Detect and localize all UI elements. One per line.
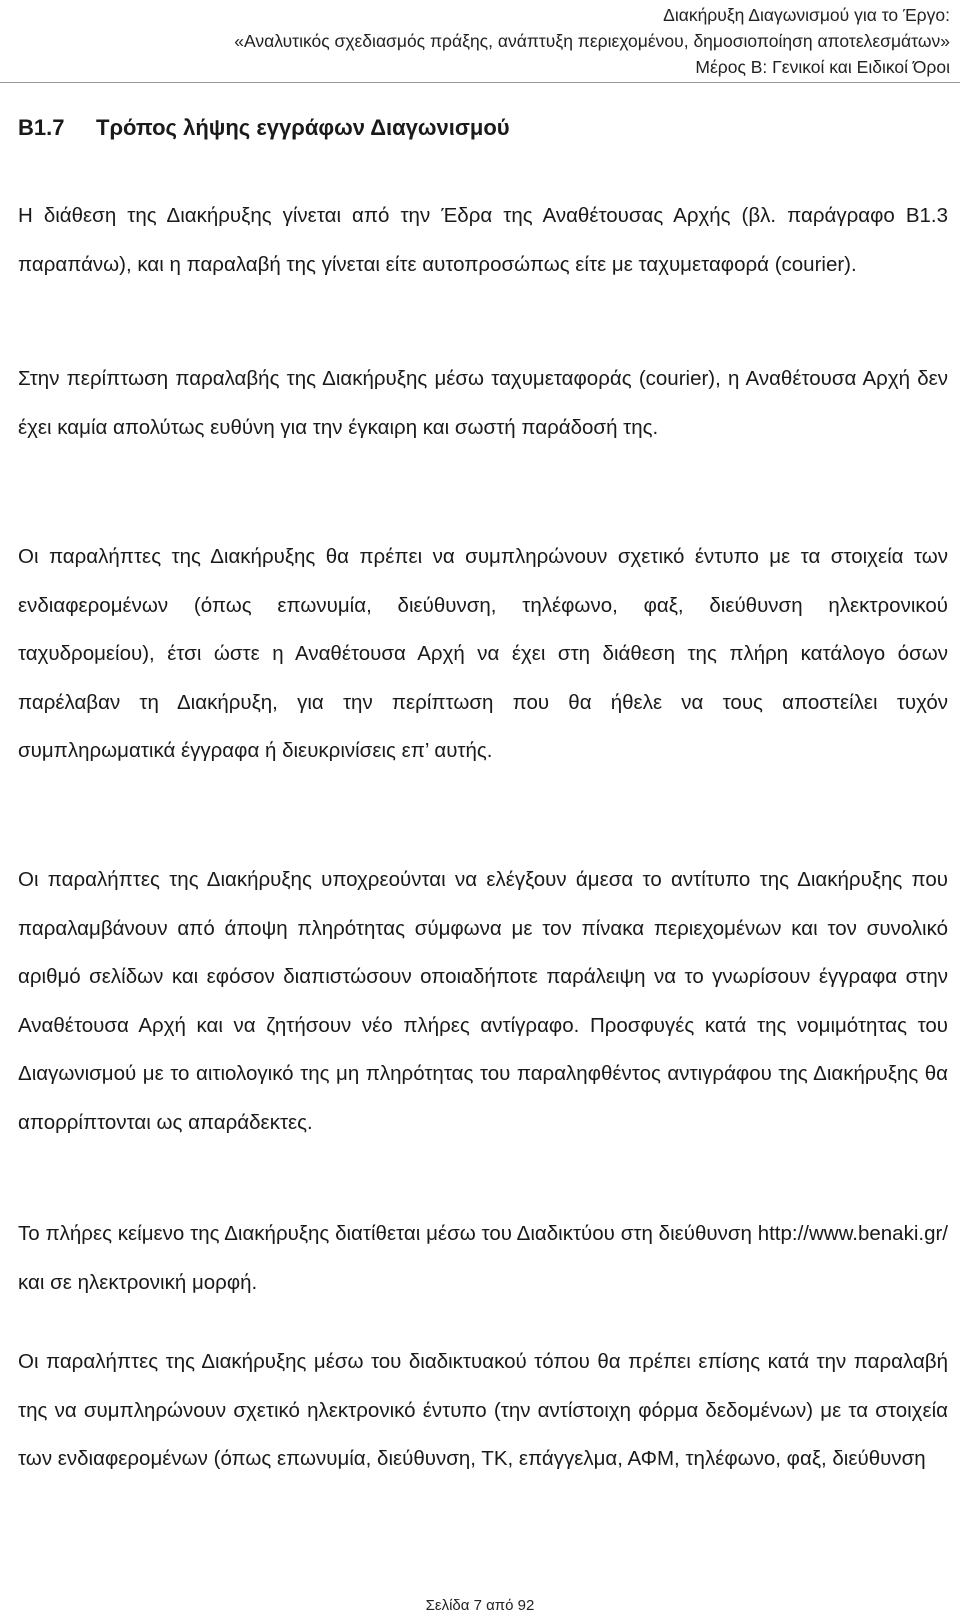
paragraph-online-recipients: Οι παραλήπτες της Διακήρυξης μέσω του διαδικτυακού τόπου θα πρέπει επίσης κατά την παραλαβή της να συμπληρώνουν σχετικό ηλεκτρονικό έντυπο (την αντίστοιχη φόρμα δεδομένων) με τα στοιχεία των ενδιαφερομένων (όπως επωνυμία, διεύθυνση, ΤΚ, επάγγελμα, ΑΦΜ, τηλέφωνο, φαξ, διεύθυνση [18,1350,948,1470]
header-divider [0,82,960,83]
paragraph-online-availability: Το πλήρες κείμενο της Διακήρυξης διατίθεται μέσω του Διαδικτύου στη διεύθυνση http://www.benaki.gr/ και σε ηλεκτρονική μορφή. [18,1222,948,1294]
paragraph-courier-liability: Στην περίπτωση παραλαβής της Διακήρυξης μέσω ταχυμεταφοράς (courier), η Αναθέτουσα Αρχή δεν έχει καμία απολύτως ευθύνη για την έγκαιρη και σωστή παράδοσή της. [18,367,948,439]
paragraph-recipient-form: Οι παραλήπτες της Διακήρυξης θα πρέπει να συμπληρώνουν σχετικό έντυπο με τα στοιχεία των ενδιαφερομένων (όπως επωνυμία, διεύθυνση, τηλέφωνο, φαξ, διεύθυνση ηλεκτρονικού ταχυδρομείου), έτσι ώστε η Αναθέτουσα Αρχή να έχει στη διάθεση της πλήρη κατάλογο όσων παρέλαβαν τη Διακήρυξη, για την περίπτωση που θα ήθελε να τους αποστείλει τυχόν συμπληρωματικά έγγραφα ή διευκρινίσεις επ’ αυτής. [18,545,948,762]
section-number: Β1.7 [18,115,65,140]
paragraph-completeness-check: Οι παραλήπτες της Διακήρυξης υποχρεούνται να ελέγξουν άμεσα το αντίτυπο της Διακήρυξης που παραλαμβάνουν από άποψη πληρότητας σύμφωνα με τον πίνακα περιεχομένων και τον συνολικό αριθμό σελίδων και εφόσον διαπιστώσουν οποιαδήποτε παράλειψη να το γνωρίσουν έγγραφα στην Αναθέτουσα Αρχή και να ζητήσουν νέο πλήρες αντίγραφο. Προσφυγές κατά της νομιμότητας του Διαγωνισμού με το αιτιολογικό της μη πληρότητας του παραληφθέντος αντιγράφου της Διακήρυξης θα απορρίπτονται ως απαράδεκτες. [18,868,948,1134]
section-title-text: Τρόπος λήψης εγγράφων Διαγωνισμού [96,115,510,140]
page-number: Σελίδα 7 από 92 [425,1597,535,1614]
section-heading [18,114,510,142]
header-document-title: Διακήρυξη Διαγωνισμού για το Έργο: [663,5,950,25]
header-part-title: Μέρος Β: Γενικοί και Ειδικοί Όροι [695,57,950,77]
header-project-title: «Αναλυτικός σχεδιασμός πράξης, ανάπτυξη περιεχομένου, δημοσιοποίηση αποτελεσμάτων» [234,31,950,51]
paragraph-availability: Η διάθεση της Διακήρυξης γίνεται από την Έδρα της Αναθέτουσας Αρχής (βλ. παράγραφο Β1.3 παραπάνω), και η παραλαβή της γίνεται είτε αυτοπροσώπως είτε με ταχυμεταφορά (courier). [18,204,948,276]
page-header [30,2,950,80]
